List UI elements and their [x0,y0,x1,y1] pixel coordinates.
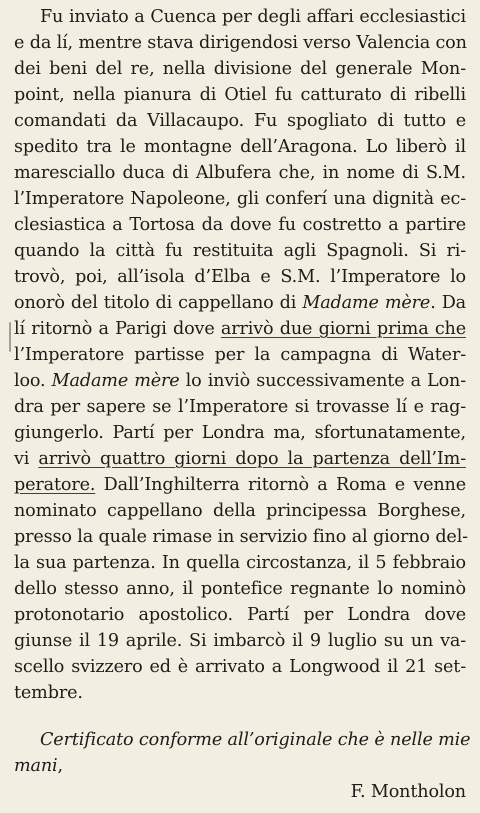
text-line-8: l’Imperatore Napoleone, gli conferí una dignità ec- [14,189,466,209]
text-line-14: l’Imperatore partisse per la campagna di Water- [14,345,466,365]
text-segment: lí ritornò a Parigi dove [14,319,221,339]
text-line-15 [14,368,466,394]
underlined-passage-2-cont: peratore. [14,475,96,495]
text-line-25: giunse il 19 aprile. Si imbarcò il 9 luglio su un va- [14,631,466,651]
text-line-18 [14,446,466,472]
text-segment: Dall’Inghilterra ritornò a Roma e venne [95,475,466,495]
text-line-21: presso la quale rimase in servizio fino al giorno del- [14,527,468,547]
text-line-10: quando la città fu restituita agli Spagnoli. Si ri- [14,241,466,261]
text-line-1: Fu inviato a Cuenca per degli affari ecclesiastici [40,7,466,27]
signature: F. Montholon [350,782,466,802]
text-line-9: clesiastica a Tortosa da dove fu costretto a partire [14,215,466,235]
italic-title-madame-mere: Madame mère [51,371,180,391]
text-line-26: scello svizzero ed è arrivato a Longwood il 21 set- [14,657,466,677]
certification-line-2 [14,753,466,779]
text-segment: lo inviò successivamente a Lon- [179,371,466,391]
text-line-5: comandati da Villacaupo. Fu spogliato di tutto e [14,111,466,131]
text-line-24: protonotario apostolico. Partí per Londra dove [14,605,466,625]
text-segment: loo. [14,371,52,391]
text-line-16: dra per sapere se l’Imperatore si trovasse lí e rag- [14,397,466,417]
text-line-23: dello stesso anno, il pontefice regnante lo nominò [14,579,466,599]
text-line-22: la sua partenza. In quella circostanza, il 5 febbraio [14,553,466,573]
text-line-27: tembre. [14,683,83,703]
underlined-passage-1: arrivò due giorni prima che [220,319,466,339]
text-line-4: point, nella pianura di Otiel fu catturato di ribelli [14,85,466,105]
certification-text: mani [14,756,58,776]
text-line-6: spedito tra le montagne dell’Aragona. Lo liberò il [14,137,466,157]
text-line-12 [14,290,466,316]
underlined-passage-2: arrivò quattro giorni dopo la partenza dell’Im- [38,449,466,469]
text-line-17: giungerlo. Partí per Londra ma, sfortunatamente, [14,423,466,443]
italic-title-madame-mere: Madame mère [302,293,431,313]
text-line-20: nominato cappellano della principessa Borghese, [14,501,466,521]
text-line-11: trovò, poi, all’isola d’Elba e S.M. l’Imperatore lo [14,267,466,287]
certification-line-1: Certificato conforme all’originale che è nelle mie [40,730,471,750]
text-segment: . Da [430,293,466,313]
text-line-13 [14,316,466,342]
text-line-7: maresciallo duca di Albufera che, in nome di S.M. [14,163,466,183]
text-line-2: e da lí, mentre stava dirigendosi verso Valencia con [14,33,467,53]
text-line-19 [14,472,466,498]
text-segment: vi [14,449,39,469]
text-segment: onorò del titolo di cappellano di [14,293,303,313]
margin-pencil-mark [9,322,11,352]
text-line-3: dei beni del re, nella divisione del generale Mon- [14,59,466,79]
certification-comma: , [57,756,63,776]
